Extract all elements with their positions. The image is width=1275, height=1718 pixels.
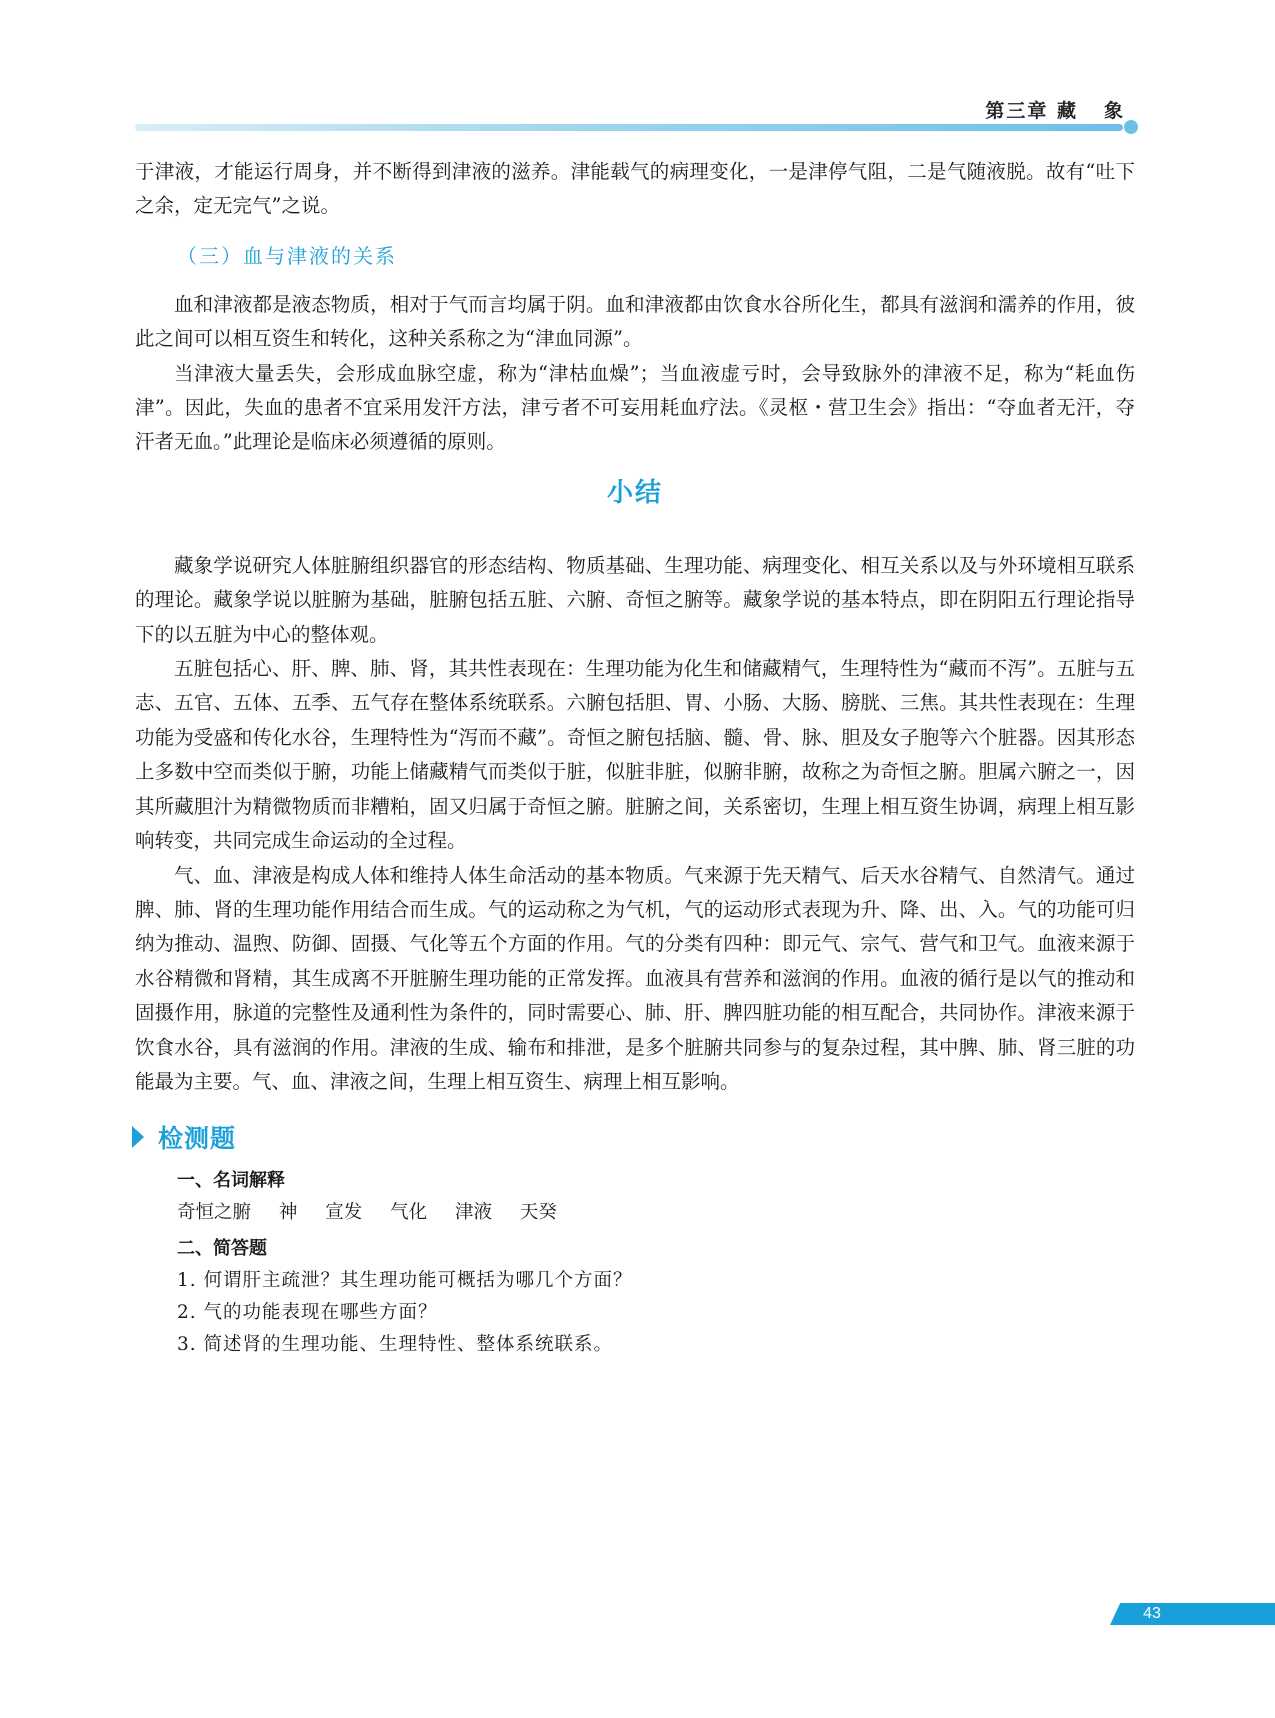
test-heading <box>132 1119 1135 1155</box>
summary-title: 小结 <box>606 477 663 508</box>
test-heading-label: 检测题 <box>158 1124 237 1154</box>
page-number: 43 <box>1143 1605 1161 1622</box>
section-paragraph-2: 当津液大量丢失，会形成血脉空虚，称为“津枯血燥”；当血液虚亏时，会导致脉外的津液不足，称为“耗血伤津”。因此，失血的患者不宜采用发汗方法，津亏者不可妄用耗血疗法。《灵枢・营卫生会》指出：“夺血者无汗，夺汗者无血。”此理论是临床必须遵循的原则。 <box>135 361 1135 454</box>
header-rule <box>135 124 1123 131</box>
page-content <box>135 155 1135 1361</box>
header-rule-dot <box>1124 120 1138 134</box>
summary-paragraph-3: 气、血、津液是构成人体和维持人体生命活动的基本物质。气来源于先天精气、后天水谷精气、自然清气。通过脾、肺、肾的生理功能作用结合而生成。气的运动称之为气机，气的运动形式表现为升、降、出、入。气的功能可归纳为推动、温煦、防御、固摄、气化等五个方面的作用。气的分类有四种：即元气、宗气、营气和卫气。血液来源于水谷精微和肾精，其生成离不开脏腑生理功能的正常发挥。血液具有营养和滋润的作用。血液的循行是以气的推动和固摄作用，脉道的完整性及通利性为条件的，同时需要心、肺、肝、脾四脏功能的相互配合，共同协作。津液来源于饮食水谷，具有滋润的作用。津液的生成、输布和排泄，是多个脏腑共同参与的复杂过程，其中脾、肺、肾三脏的功能最为主要。气、血、津液之间，生理上相互资生、病理上相互影响。 <box>135 863 1135 1093</box>
question-item: 2. 气的功能表现在哪些方面？ <box>177 1302 438 1324</box>
header-chapter: 第三章 <box>985 100 1049 122</box>
header-word-2: 象 <box>1103 100 1125 122</box>
test-questions <box>177 1165 1135 1361</box>
question-item: 1. 何谓肝主疏泄？其生理功能可概括为哪几个方面？ <box>177 1270 633 1292</box>
part1-terms: 奇恒之腑 神 宣发 气化 津液 天癸 <box>177 1202 557 1224</box>
section-paragraph-1: 血和津液都是液态物质，相对于气而言均属于阴。血和津液都由饮食水谷所化生，都具有滋润和濡养的作用，彼此之间可以相互资生和转化，这种关系称之为“津血同源”。 <box>135 292 1135 351</box>
part1-title: 一、名词解释 <box>177 1170 285 1192</box>
summary-paragraph-2: 五脏包括心、肝、脾、肺、肾，其共性表现在：生理功能为化生和储藏精气，生理特性为“藏而不泻”。五脏与五志、五官、五体、五季、五气存在整体系统联系。六腑包括胆、胃、小肠、大肠、膀胱、三焦。其共性表现在：生理功能为受盛和传化水谷，生理特性为“泻而不藏”。奇恒之腑包括脑、髓、骨、脉、胆及女子胞等六个脏器。因其形态上多数中空而类似于腑，功能上储藏精气而类似于脏，似脏非脏，似腑非腑，故称之为奇恒之腑。胆属六腑之一，因其所藏胆汁为精微物质而非糟粕，固又归属于奇恒之腑。脏腑之间，关系密切，生理上相互资生协调，病理上相互影响转变，共同完成生命运动的全过程。 <box>135 657 1135 853</box>
continuation-paragraph: 于津液，才能运行周身，并不断得到津液的滋养。津能载气的病理变化，一是津停气阻，二是气随液脱。故有“吐下之余，定无完气”之说。 <box>135 160 1135 218</box>
question-item: 3. 简述肾的生理功能、生理特性、整体系统联系。 <box>177 1334 614 1356</box>
part2-title: 二、简答题 <box>177 1238 267 1260</box>
running-header <box>985 96 1125 123</box>
header-word-1: 藏 <box>1056 100 1078 122</box>
section-heading-blood-fluid: （三）血与津液的关系 <box>177 243 397 268</box>
summary-paragraph-1: 藏象学说研究人体脏腑组织器官的形态结构、物质基础、生理功能、病理变化、相互关系以及与外环境相互联系的理论。藏象学说以脏腑为基础，脏腑包括五脏、六腑、奇恒之腑等。藏象学说的基本特点，即在阴阳五行理论指导下的以五脏为中心的整体观。 <box>135 553 1135 646</box>
triangle-bullet-icon <box>132 1126 144 1148</box>
